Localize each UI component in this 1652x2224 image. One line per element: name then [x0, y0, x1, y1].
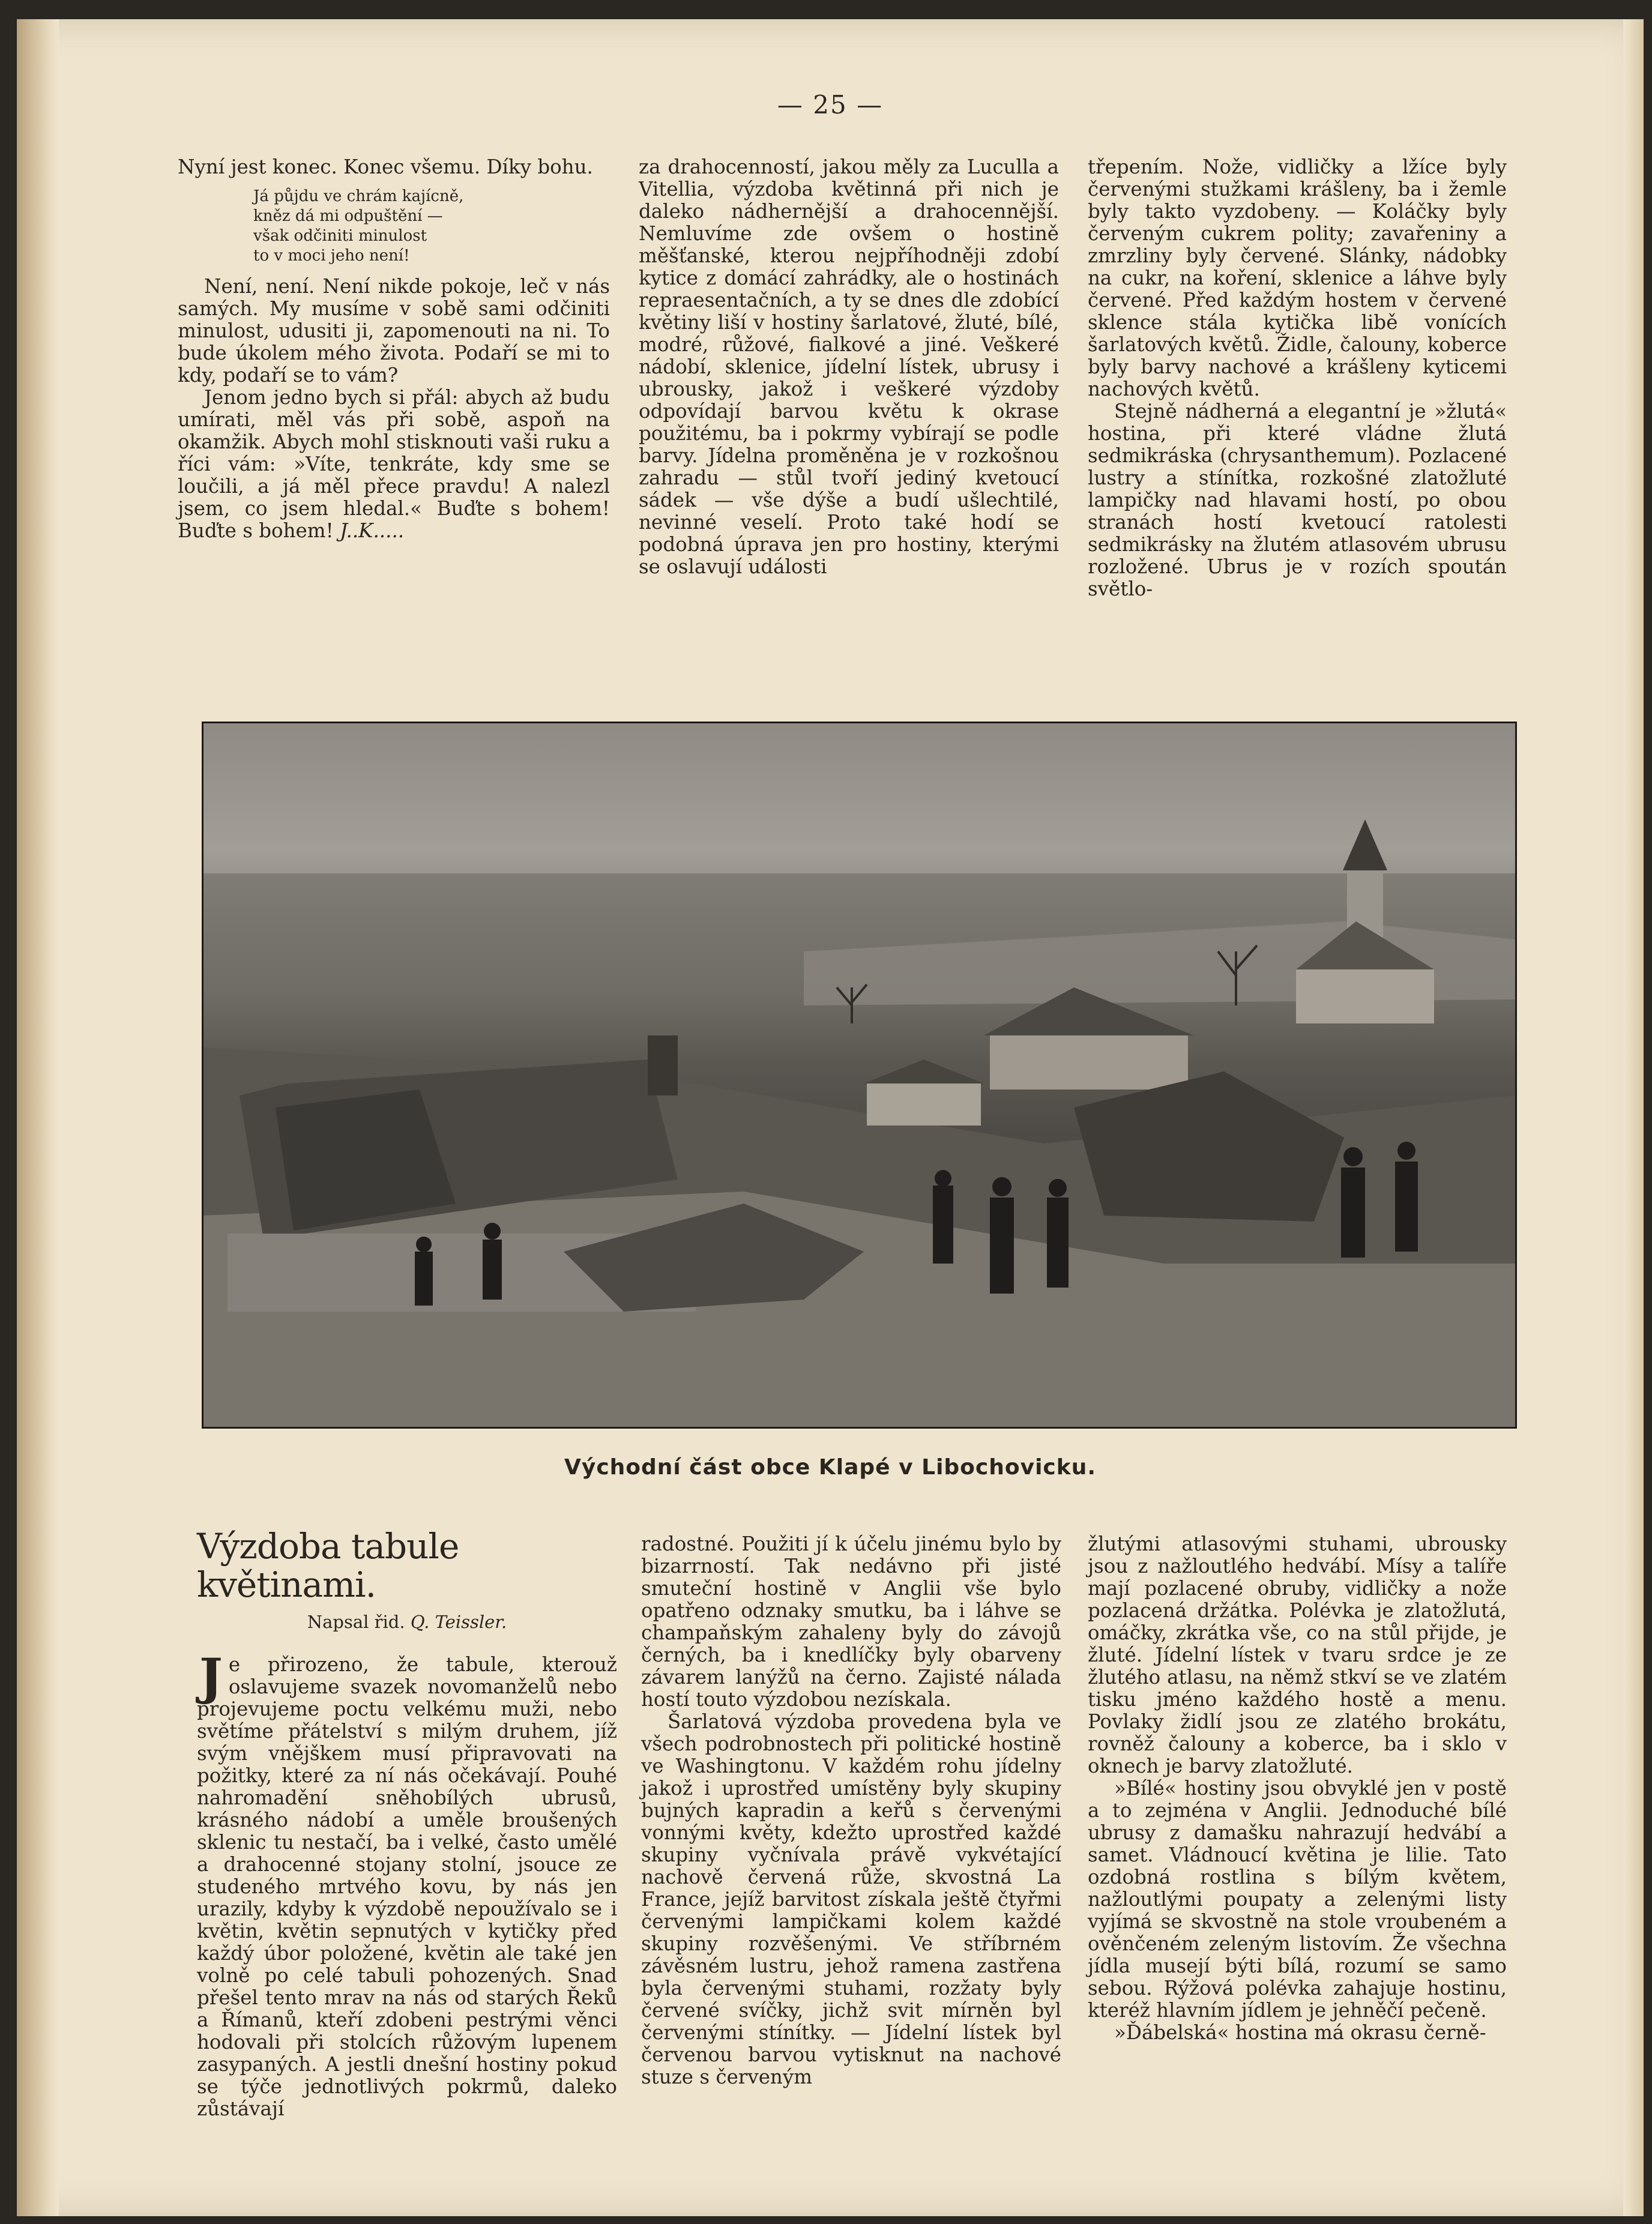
lower-column-3	[1088, 1533, 1507, 2044]
photo-illustration	[203, 723, 1515, 1427]
village-photograph	[202, 722, 1517, 1429]
upper-column-2	[639, 156, 1059, 578]
poem-line: kněz dá mi odpuštění —	[253, 207, 443, 225]
page	[17, 19, 1644, 2216]
paragraph: za drahocenností, jakou měly za Luculla a Vitellia, výzdoba květinná při nich je daleko nádhernější a drahocennější. Nemluvíme zde ovšem o hostině měšťanské, kterou nejpříhodněji zdobí kytice z domácí zahrádky, ale o hostinách repraesentačních, a ty se dnes dle zdobící květiny liší v hostiny šarlatové, žluté, bílé, modré, růžové, fialkové a jiné. Veškeré nádobí, sklenice, jídelní lístek, ubrusy i ubrousky, jakož i veškeré výzdoby odpovídají barvou květu k okrase použitému, ba i pokrmy vybírají se podle barvy. Jídelna proměněna je v rozkošnou zahradu — stůl tvoří jediný kvetoucí sádek — vše dýše a budí ušlechtilé, nevinné veselí. Proto také hodí se podobná úprava jen pro hostiny, kterými se oslavují události	[639, 155, 1059, 578]
poem-line: Já půjdu ve chrám kajícně,	[253, 187, 464, 205]
page-edge	[1623, 19, 1644, 2216]
photo-caption: Východní část obce Klapé v Libochovicku.	[564, 1455, 1097, 1480]
paragraph: žlutými atlasovými stuhami, ubrousky jsou z nažloutlého hedvábí. Mísy a talíře mají pozlacené obruby, vidličky a nože pozlacená držátka. Polévka je zlatožlutá, omáčky, zkrátka vše, co na stůl přijde, je žluté. Jídelní lístek v tvaru srdce je ze žlutého atlasu, na němž stkví se ve zlatém tisku jméno každého hostě a menu. Povlaky židlí jsou ze zlatého brokátu, rovněž čalouny a koberce, ba i sklo v oknech je barvy zlatožluté.	[1088, 1532, 1507, 1777]
poem	[253, 187, 610, 266]
article-title: Výzdoba tabule květinami.	[197, 1526, 459, 1605]
paragraph: radostné. Použiti jí k účelu jinému bylo by bizarrností. Tak nedávno při jisté smuteční hostině v Anglii vše bylo opatřeno odznaky smutku, ba i láhve se champaňským zahaleny byly do závojů černých, ba i knedlíčky byly obarveny závarem lanýžů na černo. Zajisté nálada hostí touto výzdobou nezískala.	[641, 1532, 1061, 1711]
paragraph: třepením. Nože, vidličky a lžíce byly červenými stužkami krášleny, ba i žemle byly takto vyzdobeny. — Koláčky byly červeným cukrem polity; zavařeniny a zmrzliny byly červené. Slánky, nádobky na cukr, na koření, sklenice a láhve byly červené. Před každým hostem v červené sklence stála kytička libě vonících šarlatových květů. Židle, čalouny, koberce byly barvy nachové a krášleny kyticemi nachových květů.	[1088, 155, 1507, 400]
byline-author: Q. Teissler.	[410, 1612, 507, 1632]
poem-line: to v moci jeho není!	[253, 247, 410, 265]
paragraph: »Ďábelská« hostina má okrasu černě-	[1114, 2021, 1486, 2044]
lower-column-1	[197, 1527, 617, 2120]
byline-prefix: Napsal řid.	[307, 1612, 405, 1632]
paragraph-text: e přirozeno, že tabule, kterouž oslavujeme svazek novomanželů nebo projevujeme poctu velkému muži, nebo světíme přátelství s milým druhem, jíž svým vnějškem musí připravovati na požitky, které za ní nás očekávají. Pouhé nahromadění sněhobílých ubrusů, krásného nádobí a uměle broušených sklenic tu nestačí, ba i velké, často umělé a drahocenné stojany stolní, jsouce ze studeného mrtvého kovu, by nás jen urazily, kdyby k výzdobě nepoužívalo se i květin, květin sepnutých v kytičky před každý úbor položené, květin ale také jen volně po celé tabuli pohozených. Snad přešel tento mrav na nás od starých Řeků a Římanů, kteří zdobeni pestrými věnci hodovali při stolcích růžovým lupenem zasypaných. A jestli dnešní hostiny pokud se týče jednotlivých pokrmů, daleko zůstávají	[197, 1653, 617, 2120]
drop-cap: J	[199, 1648, 223, 1706]
paragraph: »Bílé« hostiny jsou obvyklé jen v postě a to zejména v Anglii. Jednoduché bílé ubrusy z damašku nahrazují hedvábí a samet. Vládnoucí květina je lilie. Tato ozdobná rostlina s bílým květem, nažloutlými poupaty a zelenými listy vyjímá se skvostně na stole vroubeném a ověnčeném zeleným listovím. Že všechna jídla musejí býti bílá, rozumí se samo sebou. Rýžová polévka zahajuje hostinu, kteréž hlavním jídlem je jehněčí pečeně.	[1088, 1777, 1507, 2022]
page-number: — 25 —	[777, 90, 884, 119]
paragraph-text: Jenom jedno bych si přál: abych až budu umírati, měl vás při sobě, aspoň na okamžik. Abych mohl stisknouti vaši ruku a říci vám: »Víte, tenkráte, kdy sme se loučili, a já měl přece pravdu! A nalezl jsem, co jsem hledal.« Buďte s bohem! Buďte s bohem!	[178, 386, 610, 542]
paragraph	[178, 387, 610, 542]
paragraph: Není, není. Není nikde pokoje, leč v nás samých. My musíme v sobě sami odčiniti minulost, udusiti ji, zapomenouti na ni. To bude úkolem mého života. Podaří se mi to kdy, podaří se to vám?	[178, 275, 610, 387]
poem-line: však odčiniti minulost	[253, 227, 427, 245]
paragraph: Šarlatová výzdoba provedena byla ve všech podrobnostech při politické hostině ve Washingtonu. V každém rohu jídelny jakož i uprostřed umístěny byly skupiny bujných kapradin a keřů s červenými vonnými květy, kdežto uprostřed každé skupiny vyčnívala právě vykvétající nachově červená růže, skvostná La France, jejíž barvitost získala ještě čtyřmi červenými lampičkami kolem každé skupiny rozvěšenými. Ve stříbrném závěsném lustru, jehož ramena zastřena byla červenými stuhami, rozžaty byly červené svíčky, jichž svit mírněn byl červenými stínítky. — Jídelní lístek byl červenou barvou vytisknut na nachové stuze s červeným	[641, 1710, 1061, 2088]
paragraph	[197, 1648, 617, 2120]
signature: J..K.....	[340, 519, 405, 542]
lower-column-2	[641, 1533, 1061, 2088]
byline	[197, 1611, 617, 1633]
paragraph: Stejně nádherná a elegantní je »žlutá« hostina, při které vládne žlutá sedmikráska (chrysanthemum). Pozlacené lustry a stínítka, rozkošné zlatožluté lampičky nad hlavami hostí, po obou stranách hostí kvetoucí ratolesti sedmikrásky na žlutém atlasovém ubrusu rozložené. Ubrus je v rozích spoután světlo-	[1088, 400, 1507, 600]
paragraph: Nyní jest konec. Konec všemu. Díky bohu.	[178, 155, 593, 178]
book-binding	[17, 19, 59, 2216]
upper-column-3	[1088, 156, 1507, 600]
upper-column-1	[178, 156, 610, 542]
